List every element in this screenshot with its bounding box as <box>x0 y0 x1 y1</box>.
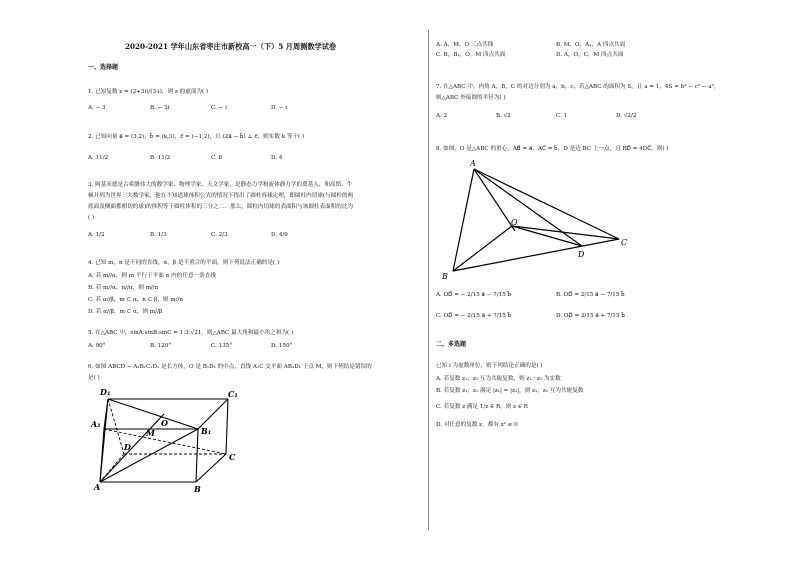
question-1-option-b[interactable]: B. − 3i <box>150 105 170 111</box>
question-9-option-c[interactable]: C. 若复数 z 满足 1/z ∈ R，则 z ∈ R <box>436 404 529 410</box>
vertex-label-a1: A₁ <box>91 419 101 429</box>
question-6-option-a[interactable]: A. A，M，O 三点共线 <box>436 42 494 48</box>
question-6-stem-line-2: 是( ) <box>88 375 100 381</box>
question-3-option-a[interactable]: A. 1/2 <box>88 232 105 238</box>
question-7-option-b[interactable]: B. √2 <box>496 113 511 119</box>
question-5-stem: 5. 在△ABC 中，sinA:sinB:sinC = 1:3:√21，则△ABC 最大角和最小角之和为( ) <box>88 330 294 336</box>
triangle-label-d: D <box>578 250 585 259</box>
question-5-option-a[interactable]: A. 90° <box>88 343 106 349</box>
triangle-label-c: C <box>621 238 628 247</box>
question-3-option-c[interactable]: C. 2/3 <box>211 232 228 238</box>
vertex-label-c1: C₁ <box>228 389 238 399</box>
question-6-option-d[interactable]: D. A，O，C，M 四点共面 <box>556 52 624 58</box>
question-5-option-b[interactable]: B. 120° <box>150 343 172 349</box>
question-1-stem: 1. 已知复数 z = (2+3i)/(3-i)，则 z 的虚部为( ) <box>88 89 209 95</box>
question-6-option-c[interactable]: C. B，B₁，O，M 四点共面 <box>436 52 506 58</box>
vertex-label-d: D <box>124 442 131 452</box>
triangle-label-a: A <box>470 159 476 168</box>
question-9-option-b[interactable]: B. 若复数 z₁，z₂ 满足 |z₁| = |z₂|，则 z₁，z₂ 互为共轭复数 <box>436 388 584 394</box>
question-7-option-c[interactable]: C. 1 <box>556 113 568 119</box>
question-4-stem: 4. 已知 m，n 是不同的直线，α，β 是不重合的平面，则下列说法正确的是( ) <box>88 260 280 266</box>
question-6-stem-line-1: 6. 如图 ABCD − A₁B₁C₁D₁ 是长方体，O 是 B₁D₁ 的中点，直线 A₁C 交平面 AB₁D₁ 于点 M，则下列结论错误的 <box>88 364 372 370</box>
question-7-option-a[interactable]: A. 2 <box>436 113 448 119</box>
question-4-option-b[interactable]: B. 若 m//α，n//α，则 m//n <box>88 285 159 291</box>
question-8-option-c[interactable]: C. OD⃗ = − 2/15 a⃗ + 7/15 b⃗ <box>436 313 512 319</box>
vertex-label-d1: D₁ <box>100 387 111 397</box>
question-5-option-d[interactable]: D. 150° <box>271 343 293 349</box>
question-4-option-a[interactable]: A. 若 m//α，则 m 平行于平面 α 内的任意一条直线 <box>88 273 216 279</box>
question-4-option-c[interactable]: C. 若 α//β，m ⊂ α，n ⊂ β，则 m//n <box>88 297 184 303</box>
vertex-label-o: O <box>161 418 168 428</box>
question-9-option-d[interactable]: D. 对任意的复数 z，都有 z² ≥ 0 <box>436 422 518 428</box>
column-divider <box>428 30 429 530</box>
question-2-option-d[interactable]: D. 4 <box>271 155 283 161</box>
question-2-option-b[interactable]: B. 11/2 <box>150 155 171 161</box>
triangle-label-o: O <box>511 218 518 227</box>
question-9-option-a[interactable]: A. 若复数 z₁，z₂ 互为共轭复数，则 z₁ · z₂ 为实数 <box>436 376 561 382</box>
question-8-option-d[interactable]: D. OD⃗ = 2/15 a⃗ + 7/15 b⃗ <box>556 313 625 319</box>
question-7-stem-line-2: 则△ABC 外接圆的半径为( ) <box>436 95 506 101</box>
question-1-option-c[interactable]: C. − i <box>211 105 227 111</box>
question-1-option-d[interactable]: D. − i <box>271 105 288 111</box>
question-6-option-b[interactable]: B. M，O，A₁，A 四点共面 <box>556 42 626 48</box>
question-4-option-d[interactable]: D. 若 α//β，m ⊂ α，则 m//β <box>88 309 163 315</box>
question-7-option-d[interactable]: D. √2/2 <box>616 113 637 119</box>
triangle-figure <box>436 155 636 283</box>
question-5-option-c[interactable]: C. 135° <box>211 343 233 349</box>
cuboid-figure <box>88 384 248 500</box>
vertex-label-c: C <box>229 452 236 462</box>
vertex-label-m: M <box>146 428 155 438</box>
question-3-option-b[interactable]: B. 1/3 <box>150 232 167 238</box>
question-8-option-b[interactable]: B. OD⃗ = 2/15 a⃗ − 7/15 b⃗ <box>556 292 625 298</box>
question-2-stem: 2. 已知向量 a⃗ = (3,2)，b⃗ = (k,3)，c⃗ = (−1,2)，且 (2a⃗ − b⃗) ⊥ c⃗，则实数 k 等于( ) <box>88 134 305 140</box>
vertex-label-a: A <box>94 482 101 492</box>
question-2-option-a[interactable]: A. 11/2 <box>88 155 109 161</box>
section-heading-choice: 一、选择题 <box>88 64 119 71</box>
vertex-label-b: B <box>194 484 201 494</box>
question-3-stem-line-1: 3. 阿基米德是古希腊伟大的数学家、物理学家、天文学家，是静态力学和流体静力学的奠基人，和高斯、牛 <box>88 182 353 188</box>
question-3-stem-line-3: 底面及侧面都相切的球)的体积等于圆柱体积的三分之二．那么，圆柱内切球的表面积与该圆柱表面积的比为 <box>88 204 354 210</box>
page-title: 2020-2021 学年山东省枣庄市新校高一（下）5 月周测数学试卷 <box>125 42 337 51</box>
question-2-option-c[interactable]: C. 8 <box>211 155 223 161</box>
question-9-stem: 已知 i 为虚数单位，则下列结论正确的是( ) <box>436 363 543 369</box>
question-7-stem-line-1: 7. 在△ABC 中，内角 A，B，C 的对边分别为 a，b，c，若△ABC 的面积为 S，且 a = 1，4S = b² − c² − a²， <box>436 84 720 90</box>
question-3-stem-line-2: 顿并列为世界三大数学家，他在不知道球体积公式的情况下得出了圆柱容球定理，即圆柱内切球(与圆柱的两 <box>88 193 354 199</box>
question-3-option-d[interactable]: D. 4/9 <box>271 232 288 238</box>
vertex-label-b1: B₁ <box>201 426 212 436</box>
question-8-stem: 8. 如图，O 是△ABC 的重心，AB⃗ = a⃗，AC⃗ = b⃗，D 是边 BC 上一点，且 BD⃗ = 4DC⃗，则( ) <box>436 146 669 152</box>
question-1-option-a[interactable]: A. − 3 <box>88 105 106 111</box>
triangle-label-b: B <box>442 272 448 281</box>
section-heading-multi: 二、多选题 <box>436 341 467 348</box>
question-8-option-a[interactable]: A. OD⃗ = − 2/15 a⃗ − 7/15 b⃗ <box>436 292 512 298</box>
question-3-stem-line-4: ( ) <box>88 215 95 221</box>
